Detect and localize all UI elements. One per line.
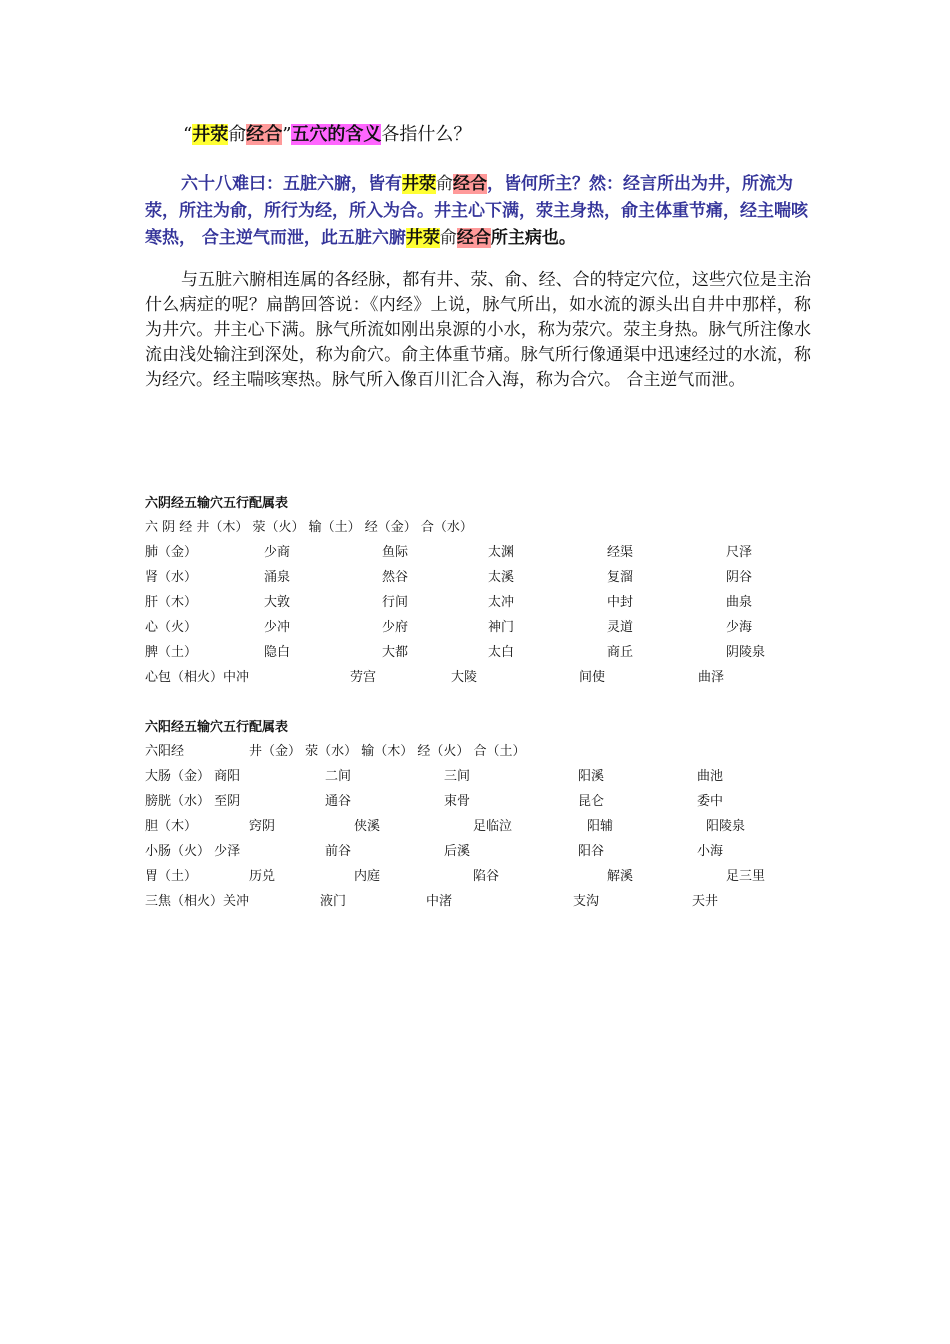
yang-table-header	[0, 740, 950, 760]
table-cell: 少冲	[264, 620, 291, 635]
quote-highlight-jing-he-2: 经合	[456, 228, 491, 248]
table-row	[0, 641, 950, 661]
table-cell: 通谷	[325, 794, 352, 809]
table-cell: 肾（水）	[145, 570, 198, 585]
quote-highlight-jing-he-1: 经合	[453, 174, 487, 194]
explanation-paragraph: 与五脏六腑相连属的各经脉，都有井、荥、俞、经、合的特定穴位，这些穴位是主治什么病症的呢？扁鹊回答说：《内经》上说，脉气所出，如水流的源头出自井中那样，称为井穴。井主心下满。脉气所流如刚出泉源的小水，称为荥穴。荥主身热。脉气所注像水流由浅处输注到深处，称为俞穴。俞主体重节痛。脉气所行像通渠中迅速经过的水流，称为经穴。经主喘咳寒热。脉气所入像百川汇合入海，称为合穴。 合主逆气而泄。	[145, 270, 811, 390]
table-cell: 阴陵泉	[726, 645, 766, 660]
table-cell: 脾（土）	[145, 645, 198, 660]
table-cell: 解溪	[607, 869, 634, 884]
table-cell: 历兑	[249, 869, 276, 884]
table-cell: 太溪	[488, 570, 515, 585]
table-cell: 侠溪	[354, 819, 381, 834]
table-row	[0, 890, 950, 910]
table-cell: 阴谷	[726, 570, 753, 585]
table-cell: 曲泽	[698, 670, 725, 685]
table-cell: 隐白	[264, 645, 291, 660]
table-cell: 曲泉	[726, 595, 753, 610]
table-cell: 灵道	[607, 620, 634, 635]
table-cell: 大敦	[264, 595, 291, 610]
title-jing-he: 经合	[246, 124, 283, 145]
yang-header-label: 六阳经	[145, 744, 185, 759]
table-cell: 行间	[382, 595, 409, 610]
table-cell: 昆仑	[578, 794, 605, 809]
table-row	[0, 566, 950, 586]
table-cell: 肺（金）	[145, 545, 198, 560]
table-cell: 胃（土）	[145, 869, 198, 884]
table-row	[0, 840, 950, 860]
quote-shu-1: 俞	[436, 174, 453, 194]
table-cell: 阳陵泉	[706, 819, 746, 834]
table-cell: 支沟	[573, 894, 600, 909]
table-row	[0, 666, 950, 686]
table-cell: 前谷	[325, 844, 352, 859]
table-cell: 束骨	[444, 794, 471, 809]
title-rest: 各指什么？	[381, 124, 472, 145]
table-row	[0, 616, 950, 636]
table-cell: 太冲	[488, 595, 515, 610]
table-cell: 劳宫	[350, 670, 377, 685]
table-cell: 小肠（火） 少泽	[145, 844, 241, 859]
table-cell: 经渠	[607, 545, 634, 560]
document-title	[183, 122, 471, 148]
table-cell: 太渊	[488, 545, 515, 560]
table-cell: 商丘	[607, 645, 634, 660]
table-cell: 少府	[382, 620, 409, 635]
table-cell: 委中	[697, 794, 724, 809]
yin-table-header	[0, 516, 950, 536]
yang-header-columns: 井（金） 荥（水） 输（木） 经（火） 合（土）	[249, 744, 526, 759]
title-close-quote: ”	[282, 124, 292, 145]
table-row	[0, 765, 950, 785]
quote-part2: ，皆何所主？然：经言所出为井，所流为荥，所注为俞，所行为经，所入为合。井主心下满，荥主身热，俞主体重节痛，经主喘咳寒热， 合主逆气而泄，此五脏六腑	[145, 174, 808, 248]
table-cell: 神门	[488, 620, 515, 635]
table-cell: 间使	[579, 670, 606, 685]
table-cell: 然谷	[382, 570, 409, 585]
table-cell: 少海	[726, 620, 753, 635]
yang-table-title: 六阳经五输穴五行配属表	[145, 720, 289, 735]
table-cell: 三间	[444, 769, 471, 784]
table-cell: 阳辅	[587, 819, 614, 834]
table-cell: 涌泉	[264, 570, 291, 585]
quote-highlight-jing-ying-2: 井荥	[405, 228, 440, 248]
table-cell: 大陵	[451, 670, 478, 685]
quote-part1: 六十八难曰：五脏六腑，皆有	[181, 174, 402, 194]
table-cell: 曲池	[697, 769, 724, 784]
table-cell: 二间	[325, 769, 352, 784]
quote-shu-2: 俞	[439, 228, 457, 248]
yin-table-title: 六阴经五输穴五行配属表	[145, 496, 289, 511]
table-cell: 中渚	[426, 894, 453, 909]
table-row	[0, 790, 950, 810]
table-cell: 心（火）	[145, 620, 198, 635]
table-cell: 复溜	[607, 570, 634, 585]
table-cell: 尺泽	[726, 545, 753, 560]
table-cell: 少商	[264, 545, 291, 560]
table-cell: 心包（相火）中冲	[145, 670, 250, 685]
table-cell: 鱼际	[382, 545, 409, 560]
quote-part3: 所主病也。	[490, 228, 576, 248]
table-cell: 内庭	[354, 869, 381, 884]
title-jing-ying: 井荥	[192, 124, 229, 145]
table-cell: 天井	[692, 894, 719, 909]
yin-header-text: 六 阴 经 井（木） 荥（火） 输（土） 经（金） 合（水）	[145, 520, 473, 535]
quote-highlight-jing-ying-1: 井荥	[402, 174, 436, 194]
table-cell: 小海	[697, 844, 724, 859]
table-cell: 阳谷	[578, 844, 605, 859]
table-cell: 大都	[382, 645, 409, 660]
table-row	[0, 541, 950, 561]
table-cell: 阳溪	[578, 769, 605, 784]
table-row	[0, 815, 950, 835]
table-cell: 太白	[488, 645, 515, 660]
table-cell: 后溪	[444, 844, 471, 859]
table-cell: 膀胱（水） 至阴	[145, 794, 241, 809]
table-cell: 三焦（相火）关冲	[145, 894, 250, 909]
title-wuxue: 五穴的含义	[291, 124, 382, 145]
table-row	[0, 865, 950, 885]
table-cell: 液门	[320, 894, 347, 909]
title-shu: 俞	[228, 124, 247, 145]
table-cell: 足临泣	[473, 819, 513, 834]
table-cell: 中封	[607, 595, 634, 610]
table-cell: 胆（木）	[145, 819, 198, 834]
table-row	[0, 591, 950, 611]
table-cell: 窍阴	[249, 819, 276, 834]
table-cell: 足三里	[726, 869, 766, 884]
table-cell: 大肠（金） 商阳	[145, 769, 241, 784]
classical-quote	[145, 171, 813, 252]
title-open-quote: “	[183, 124, 193, 145]
table-cell: 陷谷	[473, 869, 500, 884]
table-cell: 肝（木）	[145, 595, 198, 610]
